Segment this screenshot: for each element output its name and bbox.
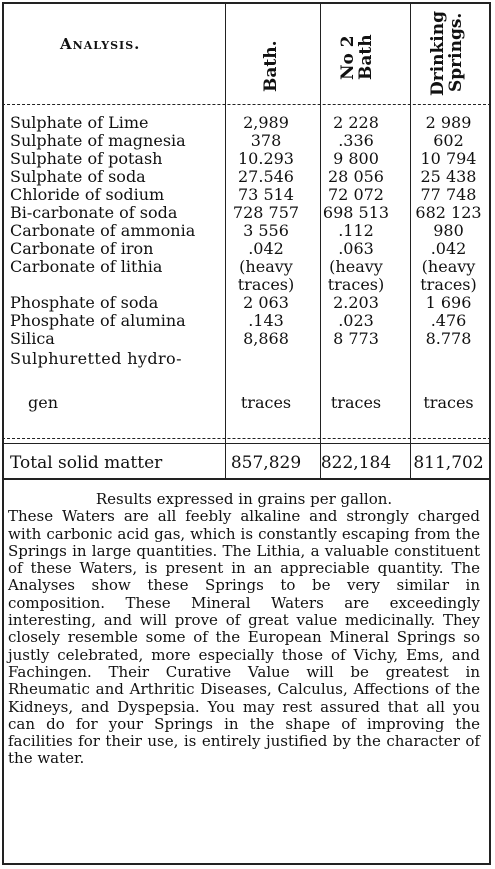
table-row	[0, 312, 491, 330]
table-row	[0, 186, 491, 204]
row-label: gen	[28, 393, 59, 412]
total-label: Total solid matter	[10, 453, 163, 473]
col-header-drinking-line2: Springs.	[446, 12, 466, 92]
total-rule-top	[2, 438, 491, 439]
value-drinking: .476	[430, 311, 467, 330]
row-label: Carbonate of lithia	[10, 257, 163, 276]
row-label: Carbonate of iron	[10, 239, 154, 258]
value-no2-bath: 698 513	[322, 203, 390, 222]
value-bath: 27.546	[238, 167, 294, 186]
value-drinking: 602	[433, 131, 464, 150]
total-row	[0, 452, 491, 474]
value-drinking: 2 989	[425, 113, 472, 132]
header-rule	[2, 104, 491, 105]
results-caption: Results expressed in grains per gallon.	[95, 490, 393, 508]
value-drinking: 77 748	[420, 185, 477, 204]
table-row	[0, 330, 491, 348]
value-bath: 728 757	[232, 203, 300, 222]
table-row	[0, 258, 491, 276]
value-drinking: 8.778	[425, 329, 472, 348]
value-bath: 8,868	[243, 329, 289, 348]
value-drinking: 10 794	[420, 149, 477, 168]
value-no2-bath: .112	[338, 221, 374, 240]
total-rule-top-2	[2, 443, 491, 444]
value-drinking: (heavy	[421, 257, 476, 276]
row-label: Phosphate of soda	[10, 293, 159, 312]
col-header-no2-line2: Bath	[356, 34, 376, 80]
table-row	[0, 276, 491, 294]
col-header-drinking-line1: Drinking	[428, 11, 448, 96]
row-label: Phosphate of alumina	[10, 311, 186, 330]
row-label: Bi-carbonate of soda	[10, 203, 178, 222]
row-label: Sulphate of Lime	[10, 113, 149, 132]
value-bath: .042	[248, 239, 284, 258]
row-label: Sulphate of magnesia	[10, 131, 186, 150]
value-drinking: 1 696	[425, 293, 472, 312]
value-bath: traces)	[237, 275, 295, 294]
table-row	[0, 222, 491, 240]
value-drinking: 980	[433, 221, 464, 240]
value-drinking: 25 438	[420, 167, 477, 186]
table-row	[0, 114, 491, 132]
row-label: Chloride of sodium	[10, 185, 165, 204]
value-drinking: traces)	[420, 275, 477, 294]
value-bath: 2,989	[243, 113, 289, 132]
table-row	[0, 132, 491, 150]
table-row	[0, 204, 491, 222]
table-bottom-rule	[2, 478, 491, 480]
row-label: Carbonate of ammonia	[10, 221, 196, 240]
value-bath: 378	[250, 131, 282, 150]
row-label: Sulphate of soda	[10, 167, 146, 186]
value-no2-bath: .063	[338, 239, 374, 258]
total-drinking: 811,702	[413, 453, 484, 473]
value-no2-bath: traces	[330, 393, 382, 412]
value-bath: 3 556	[243, 221, 289, 240]
value-no2-bath: .336	[338, 131, 374, 150]
value-drinking: traces	[423, 393, 474, 412]
value-no2-bath: 2.203	[333, 293, 379, 312]
value-bath: traces	[240, 393, 292, 412]
value-drinking: 682 123	[415, 203, 482, 222]
value-bath: .143	[248, 311, 284, 330]
value-drinking: .042	[430, 239, 467, 258]
table-row	[0, 394, 491, 412]
row-label: Silica	[10, 329, 55, 348]
table-row	[0, 240, 491, 258]
value-no2-bath: traces)	[327, 275, 385, 294]
value-no2-bath: 9 800	[333, 149, 379, 168]
col-header-no2-line1: No 2	[338, 35, 358, 80]
value-no2-bath: (heavy	[329, 257, 383, 276]
value-bath: 73 514	[238, 185, 294, 204]
value-no2-bath: 2 228	[333, 113, 379, 132]
table-row	[0, 350, 491, 368]
table-row	[0, 294, 491, 312]
value-no2-bath: 8 773	[333, 329, 379, 348]
total-bath: 857,829	[230, 453, 302, 473]
total-no2-bath: 822,184	[320, 453, 392, 473]
value-no2-bath: .023	[338, 311, 374, 330]
value-no2-bath: 72 072	[328, 185, 384, 204]
row-label: Sulphate of potash	[10, 149, 163, 168]
value-bath: 10.293	[238, 149, 294, 168]
description-block	[8, 491, 480, 768]
table-row	[0, 150, 491, 168]
analysis-heading: Analysis.	[60, 35, 141, 53]
value-bath: 2 063	[243, 293, 289, 312]
value-no2-bath: 28 056	[328, 167, 384, 186]
description-text: These Waters are all feebly alkaline and strongly charged with carbonic acid gas, which is constantly escaping from the Springs in large quantities. The Lithia, a valuable constituent of these Waters, is present in an appreciable quantity. The Analyses show these Springs to be very similar in composition. These Mineral Waters are exceedingly interesting, and will prove of great value medicinally. They closely resemble some of the European Mineral Springs so justly celebrated, more especially those of Vichy, Ems, and Fachingen. Their Curative Value will be greatest in Rheumatic and Arthritic Diseases, Calculus, Affections of the Kidneys, and Dyspepsia. You may rest assured that all you can do for your Springs in the shape of improving the facilities for their use, is entirely justified by the character of the water.	[8, 507, 480, 768]
value-bath: (heavy	[239, 257, 293, 276]
row-label: Sulphuretted hydro-	[10, 349, 182, 368]
table-row	[0, 168, 491, 186]
col-header-bath: Bath.	[261, 40, 281, 92]
